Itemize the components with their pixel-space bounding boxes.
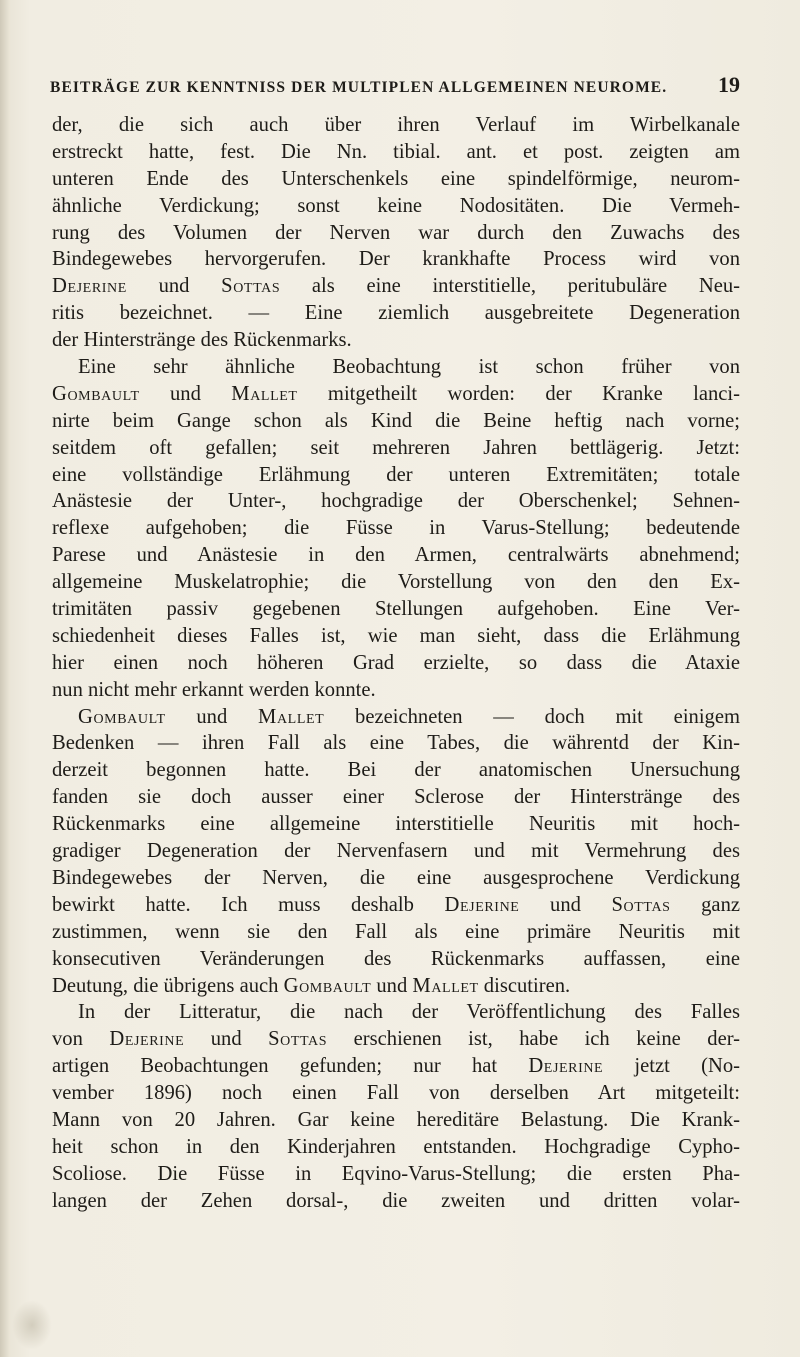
text-segment: und bbox=[165, 705, 259, 728]
text-line bbox=[52, 730, 740, 757]
author-name: Gombault bbox=[52, 382, 140, 405]
author-name: Dejerine bbox=[52, 275, 127, 298]
text-segment: nun nicht mehr erkannt werden konnte. bbox=[52, 678, 376, 701]
text-line bbox=[52, 462, 740, 489]
text-segment: vember 1896) noch einen Fall von derselben Art mitgeteilt: bbox=[52, 1082, 740, 1105]
text-segment: ritis bezeichnet. — Eine ziemlich ausgebreitete Degeneration bbox=[52, 302, 740, 325]
text-segment: Deutung, die übrigens auch bbox=[52, 974, 284, 997]
text-segment: der Hinterstränge des Rückenmarks. bbox=[52, 329, 352, 352]
text-line bbox=[52, 381, 740, 408]
page-header bbox=[50, 72, 740, 102]
author-name: Gombault bbox=[78, 705, 166, 728]
text-segment: hier einen noch höheren Grad erzielte, so dass die Ataxie bbox=[52, 651, 740, 674]
text-segment: Mann von 20 Jahren. Gar keine hereditäre Belastung. Die Krank- bbox=[52, 1108, 740, 1131]
text-segment: schiedenheit dieses Falles ist, wie man sieht, dass die Erlähmung bbox=[52, 624, 740, 647]
text-segment: bezeichneten — doch mit einigem bbox=[324, 705, 741, 728]
text-segment: Bindegewebes hervorgerufen. Der krankhafte Process wird von bbox=[52, 248, 740, 271]
text-line bbox=[52, 811, 740, 838]
text-segment: mitgetheilt worden: der Kranke lanci- bbox=[297, 382, 740, 405]
text-segment: jetzt (No- bbox=[603, 1055, 740, 1078]
text-line bbox=[52, 300, 740, 327]
text-line bbox=[52, 166, 740, 193]
text-line bbox=[52, 1161, 740, 1188]
author-name: Sottas bbox=[611, 893, 671, 916]
text-segment: konsecutiven Veränderungen des Rückenmarks auffassen, eine bbox=[52, 947, 740, 970]
text-segment: erstreckt hatte, fest. Die Nn. tibial. ant. et post. zeigten am bbox=[52, 140, 740, 163]
running-head: BEITRÄGE ZUR KENNTNISS DER MULTIPLEN ALLGEMEINEN NEUROME. bbox=[50, 79, 668, 96]
text-segment: Parese und Anästesie in den Armen, centralwärts abnehmend; bbox=[52, 544, 740, 567]
text-line bbox=[52, 757, 740, 784]
body-text bbox=[52, 112, 740, 1215]
text-segment: heit schon in den Kinderjahren entstanden. Hochgradige Cypho- bbox=[52, 1135, 740, 1158]
text-line bbox=[52, 1107, 740, 1134]
author-name: Sottas bbox=[268, 1028, 328, 1051]
text-line bbox=[52, 892, 740, 919]
text-segment: Rückenmarks eine allgemeine interstitielle Neuritis mit hoch- bbox=[52, 813, 740, 836]
text-line bbox=[52, 139, 740, 166]
text-segment: fanden sie doch ausser einer Sclerose der Hinterstränge des bbox=[52, 786, 740, 809]
text-line bbox=[52, 246, 740, 273]
text-segment: Anästesie der Unter-, hochgradige der Oberschenkel; Sehnen- bbox=[52, 490, 740, 513]
text-line bbox=[52, 112, 740, 139]
text-line bbox=[52, 488, 740, 515]
text-segment: In der Litteratur, die nach der Veröffentlichung des Falles bbox=[78, 1001, 740, 1024]
text-segment: Scoliose. Die Füsse in Eqvino-Varus-Stellung; die ersten Pha- bbox=[52, 1162, 740, 1185]
text-line bbox=[52, 596, 740, 623]
text-segment: artigen Beobachtungen gefunden; nur hat bbox=[52, 1055, 529, 1078]
text-line bbox=[52, 408, 740, 435]
text-line bbox=[52, 542, 740, 569]
text-line bbox=[52, 273, 740, 300]
text-line bbox=[52, 677, 740, 704]
text-segment: allgemeine Muskelatrophie; die Vorstellung von den den Ex- bbox=[52, 571, 740, 594]
text-segment: eine vollständige Erlähmung der unteren Extremitäten; totale bbox=[52, 463, 740, 486]
text-line bbox=[52, 220, 740, 247]
author-name: Dejerine bbox=[528, 1055, 604, 1078]
text-line bbox=[52, 193, 740, 220]
text-line bbox=[52, 784, 740, 811]
text-segment: bewirkt hatte. Ich muss deshalb bbox=[52, 893, 445, 916]
text-segment: und bbox=[519, 893, 612, 916]
page-gutter bbox=[0, 0, 10, 1357]
text-line bbox=[52, 838, 740, 865]
text-line bbox=[52, 623, 740, 650]
text-segment: und bbox=[184, 1028, 269, 1051]
text-segment: nirte beim Gange schon als Kind die Beine heftig nach vorne; bbox=[52, 409, 740, 432]
text-segment: ähnliche Verdickung; sonst keine Nodositäten. Die Vermeh- bbox=[52, 194, 740, 217]
text-segment: als eine interstitielle, peritubuläre Neu- bbox=[280, 275, 741, 298]
text-segment: Bindegewebes der Nerven, die eine ausgesprochene Verdickung bbox=[52, 866, 740, 889]
text-line bbox=[52, 999, 740, 1026]
text-segment: Eine sehr ähnliche Beobachtung ist schon früher von bbox=[78, 356, 740, 379]
text-segment: und bbox=[371, 974, 413, 997]
text-line bbox=[52, 973, 740, 1000]
author-name: Sottas bbox=[221, 275, 281, 298]
text-segment: Bedenken — ihren Fall als eine Tabes, die währentd der Kin- bbox=[52, 732, 740, 755]
text-segment: rung des Volumen der Nerven war durch den Zuwachs des bbox=[52, 221, 740, 244]
text-line bbox=[52, 650, 740, 677]
text-segment: erschienen ist, habe ich keine der- bbox=[327, 1028, 741, 1051]
text-line bbox=[52, 865, 740, 892]
text-line bbox=[52, 1134, 740, 1161]
text-line bbox=[52, 1080, 740, 1107]
author-name: Mallet bbox=[258, 705, 325, 728]
text-segment: seitdem oft gefallen; seit mehreren Jahren bettlägerig. Jetzt: bbox=[52, 436, 740, 459]
text-segment: von bbox=[52, 1028, 110, 1051]
text-segment: zustimmen, wenn sie den Fall als eine primäre Neuritis mit bbox=[52, 920, 740, 943]
text-segment: und bbox=[126, 275, 222, 298]
text-line bbox=[52, 515, 740, 542]
text-segment: und bbox=[139, 382, 232, 405]
text-line bbox=[52, 435, 740, 462]
text-line bbox=[52, 569, 740, 596]
text-line bbox=[52, 1053, 740, 1080]
text-line bbox=[52, 919, 740, 946]
author-name: Mallet bbox=[231, 382, 298, 405]
text-line bbox=[52, 946, 740, 973]
text-line bbox=[52, 1026, 740, 1053]
text-segment: unteren Ende des Unterschenkels eine spindelförmige, neurom- bbox=[52, 167, 740, 190]
text-line bbox=[52, 704, 740, 731]
text-segment: langen der Zehen dorsal-, die zweiten und dritten volar- bbox=[52, 1189, 740, 1212]
author-name: Dejerine bbox=[109, 1028, 185, 1051]
text-line bbox=[52, 1188, 740, 1215]
text-segment: reflexe aufgehoben; die Füsse in Varus-Stellung; bedeutende bbox=[52, 517, 740, 540]
text-segment: trimitäten passiv gegebenen Stellungen aufgehoben. Eine Ver- bbox=[52, 598, 740, 621]
text-segment: derzeit begonnen hatte. Bei der anatomischen Unersuchung bbox=[52, 759, 740, 782]
page-number: 19 bbox=[718, 72, 740, 97]
author-name: Dejerine bbox=[444, 893, 520, 916]
page-stain bbox=[12, 1300, 52, 1350]
text-segment: discutiren. bbox=[478, 974, 571, 997]
text-segment: der, die sich auch über ihren Verlauf im Wirbelkanale bbox=[52, 114, 740, 136]
text-line bbox=[52, 354, 740, 381]
text-segment: gradiger Degeneration der Nervenfasern und mit Vermehrung des bbox=[52, 840, 740, 863]
author-name: Gombault bbox=[283, 974, 372, 997]
text-line bbox=[52, 327, 740, 354]
author-name: Mallet bbox=[412, 974, 479, 997]
text-segment: ganz bbox=[670, 893, 741, 916]
